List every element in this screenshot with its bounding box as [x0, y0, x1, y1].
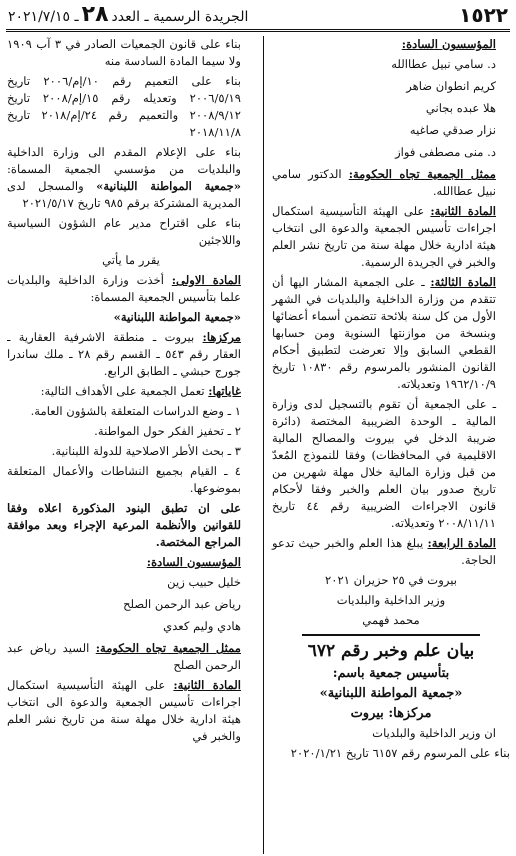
notice-title: بيان علم وخبر رقم ٦٧٢ [307, 641, 475, 661]
gazette-issue-line [8, 2, 248, 27]
signature-minister: وزير الداخلية والبلديات [336, 593, 446, 607]
notification-registration: والمسجل لدى المديرية المشتركة برقم ٩٨٥ تاريخ ٢٠٢١/٥/١٧ [7, 179, 241, 210]
article-three-text: ـ على الجمعية المشار اليها أن تتقدم من وزارة الداخلية والبلديات في الشهر الأول من كل سنة بلائحة تتضمن أسماء أعضائها وبنسخة من موازنتها السنوية ومن حسابها القطعي السابق وإلا تعرضت لتطبيق أحكام القانون المنشور بالمرسوم رقم ١٠٨٣٠ تاريخ ١٩٦٢/١٠/٩ وتعديلاته. [272, 275, 496, 391]
article-two [272, 203, 510, 271]
basis-proposal: بناء على اقتراح مدير عام الشؤون السياسية واللاجئين [7, 216, 241, 247]
goals-list [7, 403, 255, 497]
founder-item: د. منى مصطفى فواز [395, 145, 496, 159]
article-four-label: المادة الرابعة: [427, 536, 497, 550]
article-one-text: أخذت وزارة الداخلية والبلديات علما بتأسيس الجمعية المسماة: [7, 273, 241, 304]
page-header [6, 2, 510, 32]
issue-date: ـ ٢٠٢١/٧/١٥ [8, 9, 79, 25]
founder-item: نزار صدقي صاغيه [409, 123, 496, 137]
goal-item: ١ ـ وضع الدراسات المتعلقة بالشؤون العامة. [30, 404, 241, 418]
article-three-tax: ـ على الجمعية أن تقوم بالتسجيل لدى وزارة المالية ـ الوحدة الضريبية المختصة (دائرة ضريبة الدخل في بيروت والمصالح المالية الاقليمية في المحافظات) وفقا للنموذج المُعدّ من قبل وزارة المالية خلال مهلة شهرين من تاريخ صدور بيان العلم والخبر وفقا لأحكام قانون الاجراءات الضريبية رقم ٤٤ تاريخ ٢٠٠٨/١١/١١ وتعديلاته. [272, 397, 496, 530]
founders-heading-2: المؤسسون السادة: [146, 555, 241, 569]
notice-minister: ان وزير الداخلية والبلديات [372, 726, 496, 740]
notification-association-name: «جمعية المواطنة اللبنانية» [96, 179, 242, 193]
notice-subtitle: بتأسيس جمعية باسم: [332, 666, 450, 681]
founders-list [272, 56, 510, 161]
gazette-name: الجريدة الرسمية ـ العدد [111, 9, 249, 25]
founder-item: رياض عبد الرحمن الصلح [123, 597, 241, 611]
founder-item: كريم انطوان ضاهر [406, 79, 496, 93]
representative-label-2: ممثل الجمعية تجاه الحكومة: [95, 641, 242, 655]
two-columns [6, 36, 510, 854]
representative-label: ممثل الجمعية تجاه الحكومة: [348, 167, 496, 181]
goal-item: ٣ ـ بحث الأطر الاصلاحية للدولة اللبنانية. [51, 444, 241, 458]
founder-item: د. سامي نبيل عطاالله [391, 57, 496, 71]
article-four-text: يبلغ هذا العلم والخبر حيث تدعو الحاجة. [272, 536, 496, 567]
goals-intro: تعمل الجمعية على الأهداف التالية: [40, 384, 205, 398]
signature-name: محمد فهمي [362, 613, 420, 627]
article-two-text-2: على الهيئة التأسيسية استكمال اجراءات تأسيس الجمعية والدعوة الى انتخاب هيئة ادارية خلال مهلة سنة من تاريخ نشر العلم والخبر في [7, 678, 241, 743]
representative-name-2: السيد رياض عبد الرحمن الصلح [7, 641, 241, 672]
goals-label: غاياتها: [208, 384, 241, 398]
decides-heading: يقرر ما يأتي [102, 253, 160, 267]
article-one-label: المادة الاولى: [171, 273, 242, 287]
left-column [7, 36, 263, 854]
government-representative-2 [7, 640, 255, 674]
article-two-label-2: المادة الثانية: [173, 678, 241, 692]
article-two-text: على الهيئة التأسيسية استكمال اجراءات تأسيس الجمعية والدعوة الى انتخاب هيئة ادارية خلال مهلة سنة من تاريخ نشر العلم والخبر في الجريدة الرسمية. [272, 204, 496, 269]
article-three [272, 274, 510, 393]
headquarters [7, 329, 255, 380]
notice-basis: بناء على المرسوم رقم ٦١٥٧ تاريخ ٢٠٢٠/١/٢١ [290, 746, 510, 760]
representative-name: الدكتور سامي نبيل عطاالله. [272, 167, 496, 198]
article-two-2 [7, 677, 255, 745]
page-number: ١٥٢٢ [459, 3, 508, 27]
headquarters-label: مركزها: [202, 330, 241, 344]
article-one [7, 272, 255, 306]
notice-headquarters: مركزها: بيروت [350, 706, 432, 721]
article-four [272, 535, 510, 569]
goals [7, 383, 255, 400]
government-representative [272, 166, 510, 200]
notification-text: بناء على الإعلام المقدم الى وزارة الداخلية والبلديات من مؤسسي الجمعية المسماة: [7, 145, 241, 176]
headquarters-text: بيروت ـ منطقة الاشرفية العقارية ـ العقار رقم ٥٤٣ ـ القسم رقم ٢٨ ـ ملك ساندرا جورج حبشي ـ الطابق الرابع. [7, 330, 242, 378]
condition-clause: على ان تطبق البنود المذكورة اعلاه وفقا للقوانين والأنظمة المرعية الإجراء وبعد موافقة المراجع المختصة. [7, 501, 241, 549]
founder-item: هادي وليم كعدي [163, 619, 241, 633]
basis-circulars: بناء على التعميم رقم ١٠/إم/٢٠٠٦ تاريخ ٢٠٠٦/٥/١٩ وتعديله رقم ١٥/إم/٢٠٠٨ تاريخ ٢٠٠٨/٩/١٢ والتعميم رقم ٢٤/إم/٢٠١٨ تاريخ ٢٠١٨/١١/٨ [7, 74, 241, 139]
basis-notification [7, 144, 255, 212]
founders-list-2 [7, 574, 255, 635]
notice-association-name: «جمعية المواطنة اللبنانية» [319, 686, 463, 701]
founder-item: هلا عبده بجاني [425, 101, 496, 115]
goal-item: ٤ ـ القيام بجميع النشاطات والأعمال المتعلقة بموضوعها. [7, 464, 241, 495]
article-three-label: المادة الثالثة: [430, 275, 496, 289]
right-column [264, 36, 510, 854]
signature-block [272, 572, 510, 629]
issue-number: ٢٨ [81, 2, 109, 27]
founder-item: خليل حبيب زين [167, 575, 241, 589]
signature-date: بيروت في ٢٥ حزيران ٢٠٢١ [325, 573, 457, 587]
column-divider [263, 36, 264, 854]
founders-heading: المؤسسون السادة: [401, 37, 496, 51]
article-two-label: المادة الثانية: [430, 204, 496, 218]
goal-item: ٢ ـ تحفيز الفكر حول المواطنة. [94, 424, 241, 438]
section-divider [302, 634, 480, 636]
basis-law: بناء على قانون الجمعيات الصادر في ٣ آب ١٩٠٩ ولا سيما المادة السادسة منه [7, 37, 241, 68]
association-name: «جمعية المواطنة اللبنانية» [113, 310, 241, 324]
